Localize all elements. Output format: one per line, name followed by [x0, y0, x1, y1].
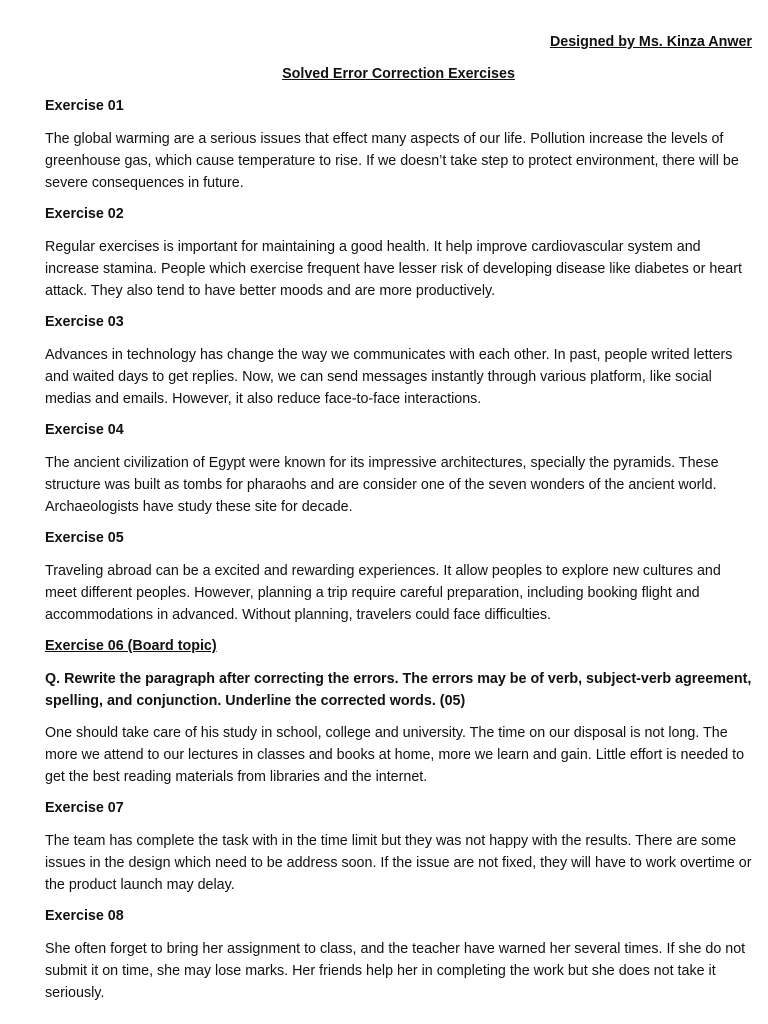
exercise-06-question: Q. Rewrite the paragraph after correcting the errors. The errors may be of verb, subject-verb agreement, spelling, and conjunction. Underline the corrected words. (05): [45, 671, 752, 709]
exercise-06-paragraph: One should take care of his study in school, college and university. The time on our disposal is not long. The more we attend to our lectures in classes and books at home, more we learn and gain. Little effort is needed to get the best reading materials from libraries and the internet.: [45, 725, 745, 785]
exercise-04-heading: Exercise 04: [45, 422, 124, 438]
exercise-06-heading: Exercise 06 (Board topic): [45, 638, 217, 654]
document-title: Solved Error Correction Exercises: [282, 66, 515, 82]
exercise-07-heading: Exercise 07: [45, 800, 124, 816]
exercise-03-heading: Exercise 03: [45, 314, 124, 330]
exercise-05-paragraph: Traveling abroad can be a excited and rewarding experiences. It allow peoples to explore new cultures and meet different peoples. However, planning a trip require careful preparation, including booking flight and accommodations in advanced. Without planning, travelers could face difficulties.: [45, 563, 721, 623]
exercise-08-paragraph: She often forget to bring her assignment to class, and the teacher have warned her several times. If she do not submit it on time, she may lose marks. Her friends help her in completing the work but she does not take it seriously.: [45, 941, 746, 1001]
document-page: [45, 32, 752, 1014]
exercise-03-paragraph: Advances in technology has change the way we communicates with each other. In past, people writed letters and waited days to get replies. Now, we can send messages instantly through various platform, like social medias and emails. However, it also reduce face-to-face interactions.: [45, 347, 733, 407]
designer-credit: Designed by Ms. Kinza Anwer: [549, 34, 752, 50]
exercise-02-paragraph: Regular exercises is important for maintaining a good health. It help improve cardiovascular system and increase stamina. People which exercise frequent have lesser risk of developing disease like diabetes or heart attack. They also tend to have better moods and are more productively.: [45, 239, 742, 299]
exercise-05-heading: Exercise 05: [45, 530, 124, 546]
exercise-07-paragraph: The team has complete the task with in the time limit but they was not happy with the results. There are some issues in the design which need to be address soon. If the issue are not fixed, they will have to work overtime or the product launch may delay.: [45, 833, 752, 893]
exercise-01-paragraph: The global warming are a serious issues that effect many aspects of our life. Pollution increase the levels of greenhouse gas, which cause temperature to rise. If we doesn’t take step to protect environment, there will be severe consequences in future.: [45, 131, 739, 191]
exercise-04-paragraph: The ancient civilization of Egypt were known for its impressive architectures, specially the pyramids. These structure was built as tombs for pharaohs and are consider one of the seven wonders of the ancient world. Archaeologists have study these site for decade.: [45, 455, 719, 515]
exercise-02-heading: Exercise 02: [45, 206, 124, 222]
exercise-08-heading: Exercise 08: [45, 908, 124, 924]
exercise-01-heading: Exercise 01: [45, 98, 124, 114]
